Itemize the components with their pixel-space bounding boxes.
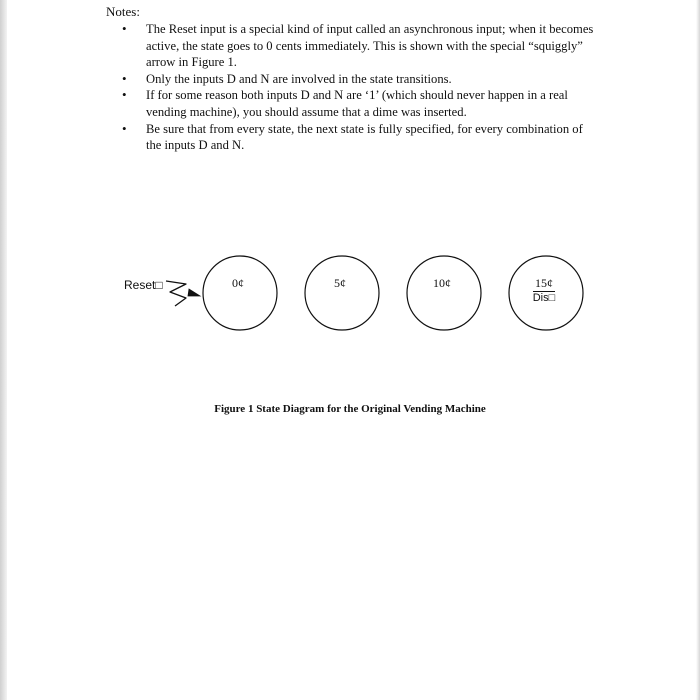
state-label-5: 5¢ (334, 276, 346, 290)
state-circle-10 (407, 256, 481, 330)
page-edge-shadow-right (696, 0, 700, 700)
note-item-both-inputs: • If for some reason both inputs D and N are ‘1’ (which should never happen in a real vending machine), you should assume that a dime was inserted. (146, 87, 596, 120)
reset-label: Reset□ (124, 278, 163, 292)
note-item-inputs: • Only the inputs D and N are involved in the state transitions. (146, 71, 596, 88)
figure-caption: Figure 1 State Diagram for the Original Vending Machine (214, 403, 486, 415)
reset-squiggly-arrow (166, 281, 186, 306)
note-item-next-state: • Be sure that from every state, the next state is fully specified, for every combination of the inputs D and N. (146, 121, 596, 154)
notes-heading: Notes: (106, 4, 140, 19)
notes-list (146, 21, 596, 154)
state-label-0: 0¢ (232, 276, 244, 290)
state-output-dispense: Dis□ (532, 292, 556, 304)
state-circle-5 (305, 256, 379, 330)
state-circle-0 (203, 256, 277, 330)
state-block-15 (514, 277, 574, 304)
note-item-reset: • The Reset input is a special kind of input called an asynchronous input; when it becomes active, the state goes to 0 cents immediately. This is shown with the special “squiggly” arrow in Figure 1. (146, 21, 596, 71)
page-edge-shadow-left (0, 0, 7, 700)
state-diagram (0, 250, 700, 350)
state-label-15: 15¢ (535, 276, 553, 290)
reset-arrow-head (188, 289, 200, 296)
state-label-10: 10¢ (433, 276, 451, 290)
